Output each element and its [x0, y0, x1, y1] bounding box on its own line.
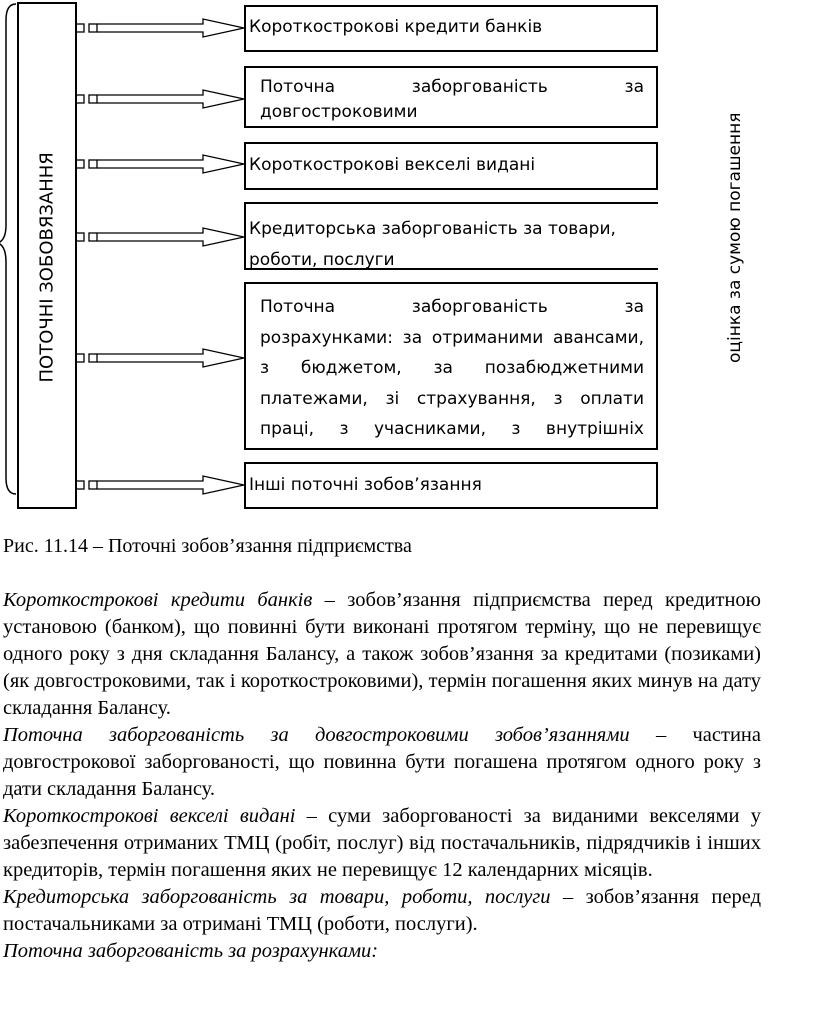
paragraph: [3, 722, 761, 803]
box-current-settlements: [244, 282, 658, 450]
paragraph: [3, 587, 761, 722]
paragraph: [3, 884, 761, 938]
box-line: Короткострокові кредити банків: [249, 17, 543, 37]
box-line: довгостроковими: [260, 101, 418, 122]
connector-6: [76, 476, 244, 494]
box-line: Короткострокові векселі видані: [249, 155, 536, 175]
connector-4: [76, 228, 244, 246]
paragraph-term: Кредиторська заборгованість за товари, роботи, послуги: [3, 886, 551, 908]
box-line: платежами, зі страхування, з оплати: [260, 388, 644, 409]
paragraph: [3, 938, 761, 965]
paragraph-text: – частина довгострокової заборгованості, що повинна бути погашена протягом одного року з дати складання Балансу.: [3, 724, 761, 800]
box-current-long-term-debt: [244, 66, 658, 128]
paragraph-term: Поточна заборгованість за розрахунками:: [3, 940, 379, 962]
left-brace: [0, 4, 16, 494]
box-line: роботи, послуги: [249, 249, 395, 270]
connector-5: [76, 349, 244, 367]
paragraph-term: Короткострокові кредити банків: [3, 589, 313, 611]
paragraph-term: Короткострокові векселі видані: [3, 805, 296, 827]
box-short-term-bills-issued: [244, 142, 658, 190]
right-label: оцінка за сумою погашення: [725, 112, 745, 363]
connector-2: [76, 90, 244, 108]
connector-3: [76, 155, 244, 173]
paragraph-text: – суми заборгованості за виданими векселями у забезпечення отриманих ТМЦ (робіт, послуг) від постачальників, підрядчиків і інших кредиторів, термін погашення яких не перевищує 12 календарних місяців.: [3, 805, 761, 881]
box-line: праці, з учасниками, з внутрішніх: [260, 419, 644, 439]
connector-1: [76, 19, 244, 37]
box-line: Поточна заборгованість за: [260, 297, 644, 317]
paragraph: [3, 803, 761, 884]
box-other-current-liabilities: [244, 462, 658, 509]
box-line: Поточна заборгованість за: [260, 77, 644, 97]
box-line: Кредиторська заборгованість за товари,: [249, 219, 616, 239]
box-line: розрахунками: за отриманими авансами,: [260, 327, 644, 348]
paragraph-text: – зобов’язання перед постачальниками за отримані ТМЦ (роботи, послуги).: [3, 886, 761, 935]
paragraph-text: – зобов’язання підприємства перед кредитною установою (банком), що повинні бути виконані протягом терміну, що не перевищує одного року з дня складання Балансу, а також зобов’язання за кредитами (позиками) (як довгостроковими, так і короткостроковими), термін погашення яких минув на дату складання Балансу.: [3, 589, 761, 719]
paragraph-term: Поточна заборгованість за довгостроковими зобов’язаннями: [3, 724, 630, 746]
box-accounts-payable: [244, 202, 658, 270]
vertical-label: ПОТОЧНІ ЗОБОВЯЗАННЯ: [36, 152, 58, 383]
figure-caption: Рис. 11.14 – Поточні зобов’язання підприємства: [3, 535, 412, 557]
body-text: [3, 587, 761, 965]
box-line: Інші поточні зобов’язання: [249, 475, 482, 495]
box-short-term-bank-loans: [244, 5, 658, 52]
box-line: з бюджетом, за позабюджетними: [260, 358, 644, 378]
